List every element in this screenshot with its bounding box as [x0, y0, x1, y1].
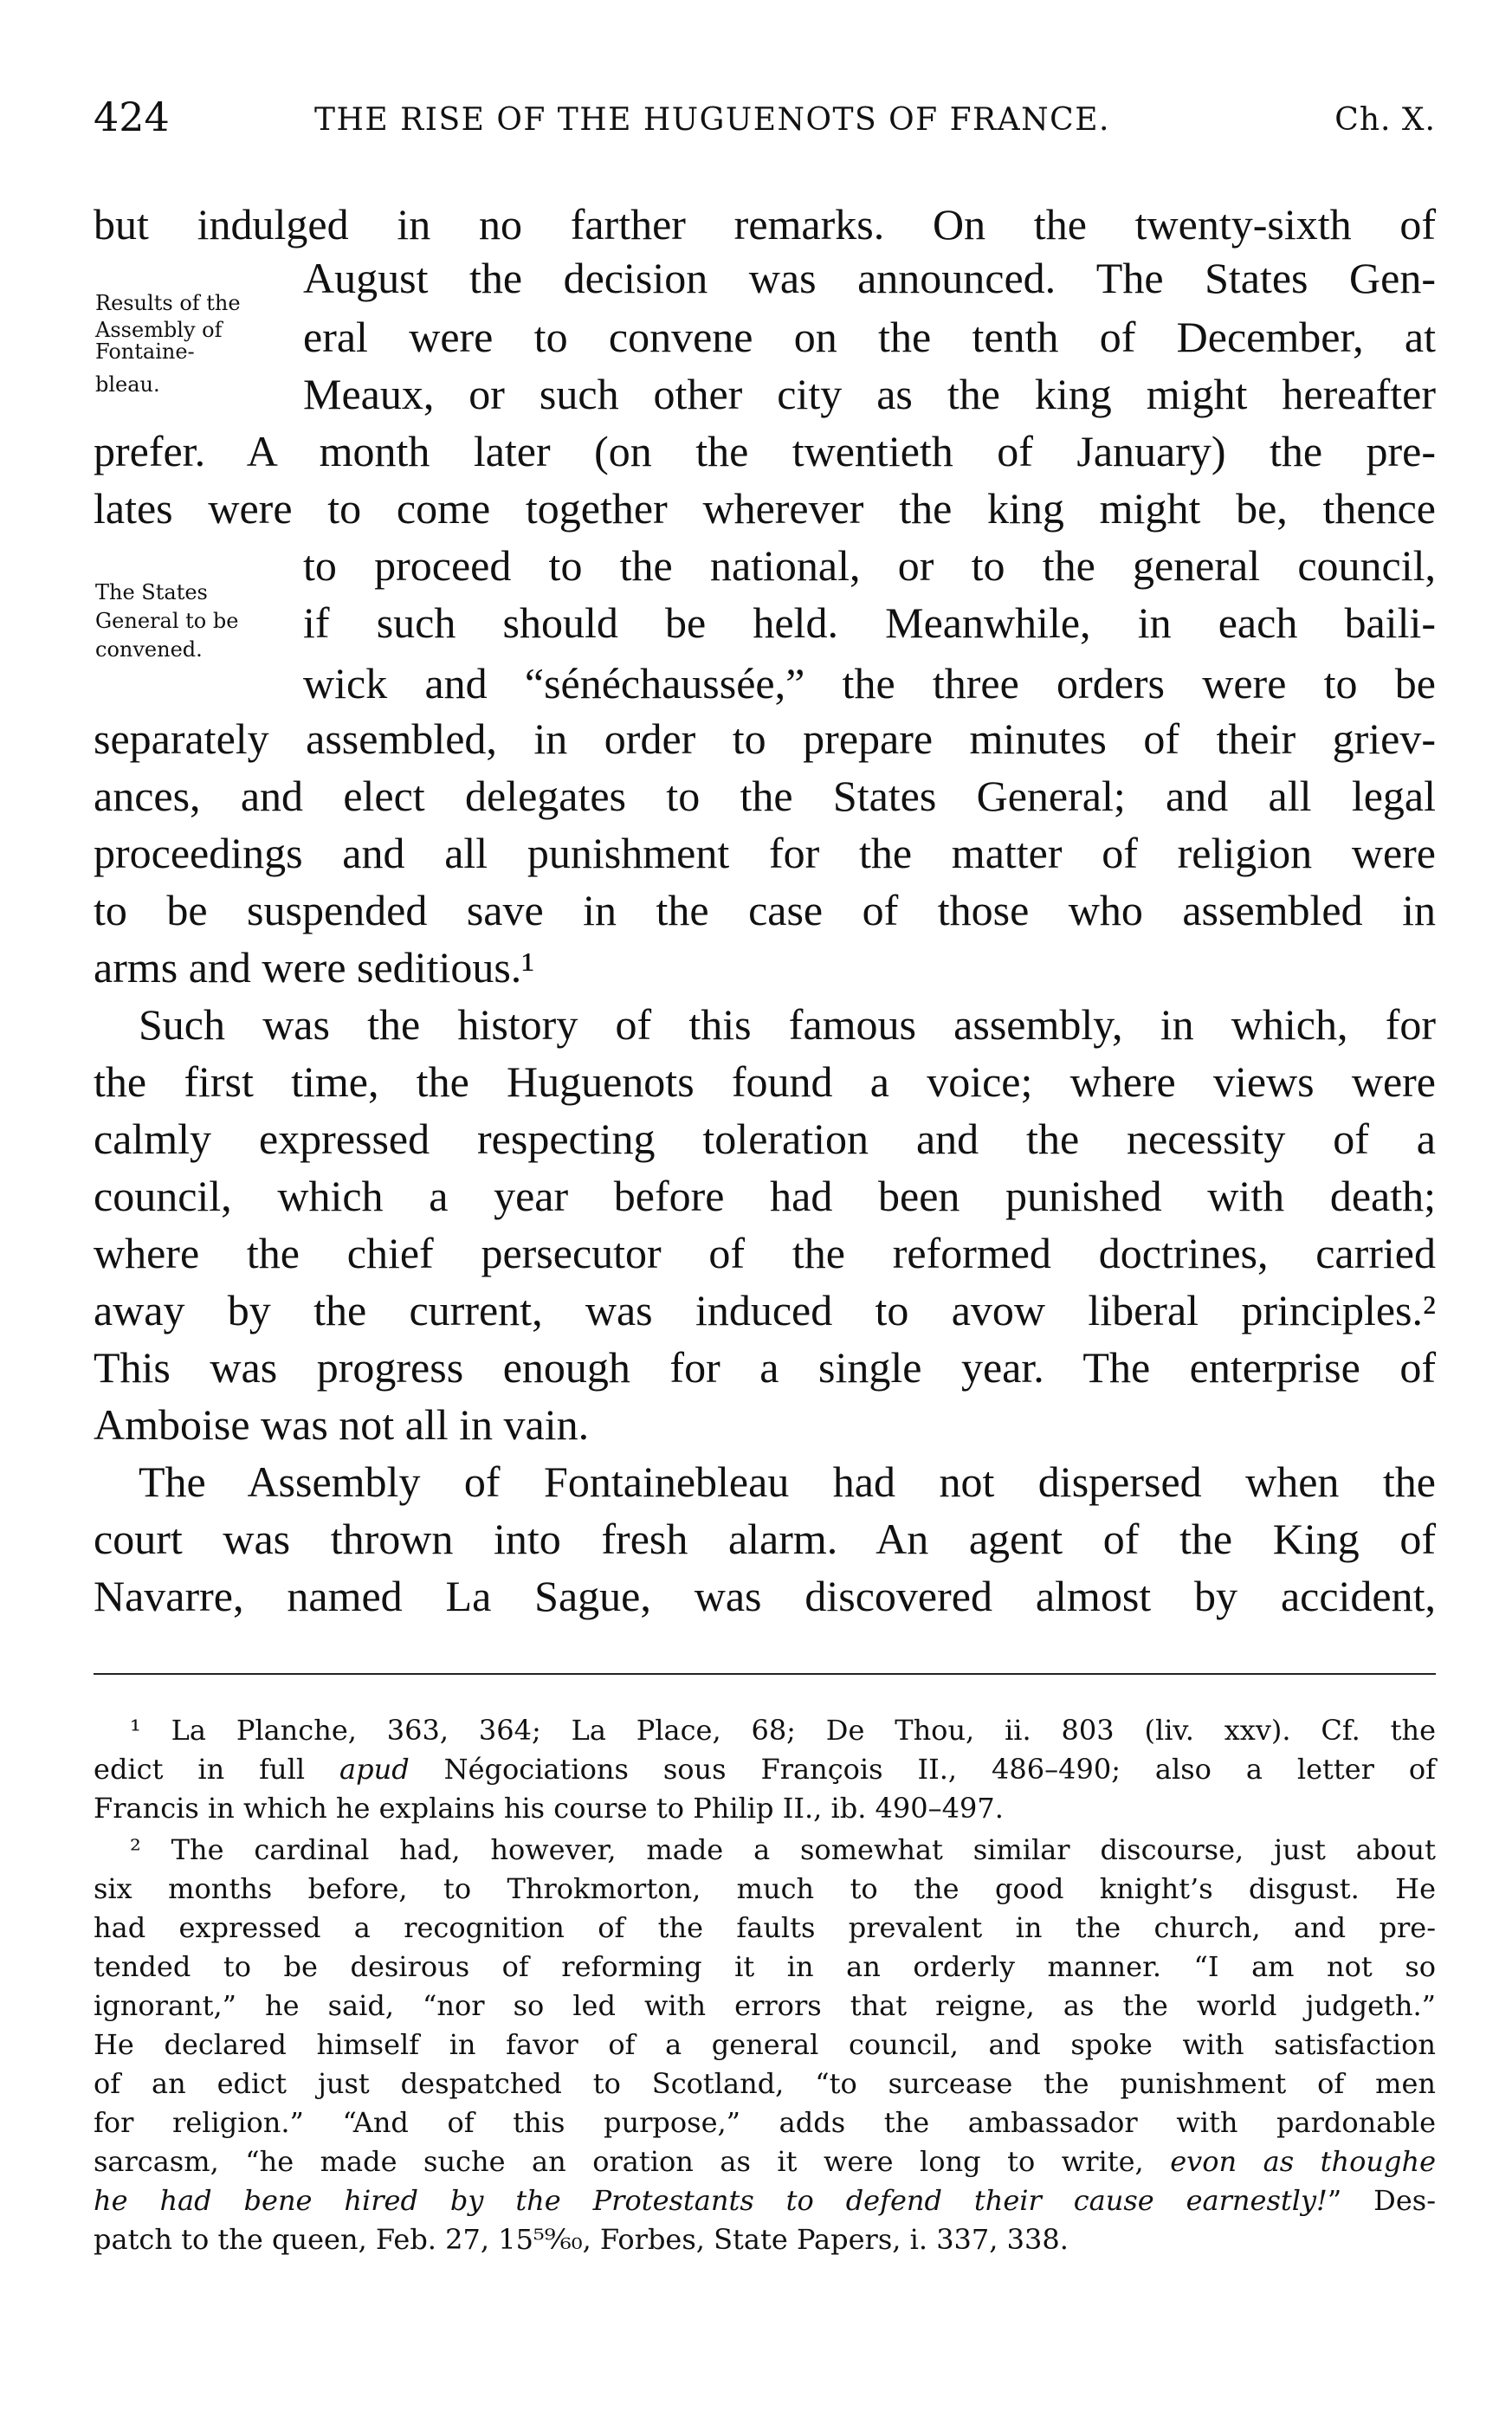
- body-line: This was progress enough for a single year. The enterprise of: [94, 1343, 1436, 1392]
- footnote-2-line: six months before, to Throkmorton, much to the good knight’s disgust. He: [94, 1872, 1436, 1905]
- body-line: the first time, the Huguenots found a voice; where views were: [94, 1057, 1436, 1106]
- footnote-2-line: for religion.” “And of this purpose,” adds the ambassador with pardonable: [94, 2106, 1436, 2139]
- body-line: The Assembly of Fontainebleau had not dispersed when the: [139, 1457, 1436, 1506]
- margin-note-results-4: bleau.: [95, 372, 160, 397]
- footnote-2-line: of an edict just despatched to Scotland, “to surcease the punishment of men: [94, 2067, 1436, 2100]
- body-line: court was thrown into fresh alarm. An agent of the King of: [94, 1515, 1436, 1563]
- body-line: eral were to convene on the tenth of December, at: [303, 313, 1436, 361]
- margin-note-results-3: Fontaine-: [95, 339, 195, 364]
- footnote-rule: [94, 1673, 1436, 1675]
- margin-note-results-2: Assembly of: [95, 318, 223, 342]
- footnote-2-line: patch to the queen, Feb. 27, 15⁵⁹⁄₆₀, Forbes, State Papers, i. 337, 338.: [94, 2223, 1069, 2256]
- body-line: wick and “sénéchaussée,” the three orders were to be: [303, 659, 1436, 708]
- body-line: calmly expressed respecting toleration and the necessity of a: [94, 1115, 1436, 1163]
- body-line: proceedings and all punishment for the matter of religion were: [94, 829, 1436, 877]
- margin-note-results-1: Results of the: [95, 291, 241, 315]
- body-line: away by the current, was induced to avow liberal principles.²: [94, 1286, 1436, 1334]
- footnote-1-line: edict in full apud Négociations sous François II., 486–490; also a letter of: [94, 1753, 1437, 1786]
- body-line: lates were to come together wherever the king might be, thence: [94, 484, 1436, 533]
- body-line: August the decision was announced. The States Gen-: [303, 254, 1436, 302]
- body-line: Such was the history of this famous assembly, in which, for: [139, 1000, 1436, 1049]
- footnote-2-line: tended to be desirous of reforming it in an orderly manner. “I am not so: [94, 1950, 1436, 1983]
- margin-note-states-3: convened.: [95, 637, 203, 662]
- footnote-1-line: Francis in which he explains his course to Philip II., ib. 490–497.: [94, 1792, 1004, 1825]
- page-number: 424: [94, 94, 170, 140]
- footnote-2-line: sarcasm, “he made suche an oration as it were long to write, evon as thoughe: [94, 2145, 1437, 2178]
- footnote-2-line: ² The cardinal had, however, made a somewhat similar discourse, just about: [130, 1833, 1436, 1866]
- body-line: Amboise was not all in vain.: [94, 1400, 590, 1449]
- footnote-1-line: ¹ La Planche, 363, 364; La Place, 68; De Thou, ii. 803 (liv. xxv). Cf. the: [130, 1714, 1436, 1747]
- margin-note-states-2: General to be: [95, 609, 239, 633]
- body-line: but indulged in no farther remarks. On the twenty-sixth of: [94, 200, 1436, 249]
- body-line: council, which a year before had been punished with death;: [94, 1172, 1436, 1220]
- running-header: [94, 94, 1436, 145]
- chapter-label: Ch. X.: [1334, 102, 1436, 138]
- body-line: separately assembled, in order to prepare minutes of their griev-: [94, 714, 1436, 763]
- body-line: where the chief persecutor of the reformed doctrines, carried: [94, 1229, 1436, 1277]
- body-line: if such should be held. Meanwhile, in each baili-: [303, 598, 1436, 647]
- footnote-2-line: had expressed a recognition of the faults prevalent in the church, and pre-: [94, 1911, 1436, 1944]
- body-line: to proceed to the national, or to the general council,: [303, 541, 1436, 590]
- body-line: arms and were seditious.¹: [94, 943, 535, 992]
- footnote-2-line: He declared himself in favor of a general council, and spoke with satisfaction: [94, 2028, 1436, 2061]
- margin-note-states-1: The States: [95, 580, 208, 604]
- body-line: prefer. A month later (on the twentieth of January) the pre-: [94, 427, 1436, 475]
- body-line: Navarre, named La Sague, was discovered almost by accident,: [94, 1572, 1436, 1620]
- footnote-2-line: ignorant,” he said, “nor so led with errors that reigne, as the world judgeth.”: [94, 1989, 1436, 2022]
- body-line: to be suspended save in the case of those who assembled in: [94, 886, 1436, 934]
- running-title: THE RISE OF THE HUGUENOTS OF FRANCE.: [314, 102, 1110, 138]
- footnote-2-line: he had bene hired by the Protestants to defend their cause earnestly!” Des-: [94, 2184, 1437, 2217]
- body-line: Meaux, or such other city as the king might hereafter: [303, 370, 1436, 418]
- body-line: ances, and elect delegates to the States General; and all legal: [94, 772, 1436, 820]
